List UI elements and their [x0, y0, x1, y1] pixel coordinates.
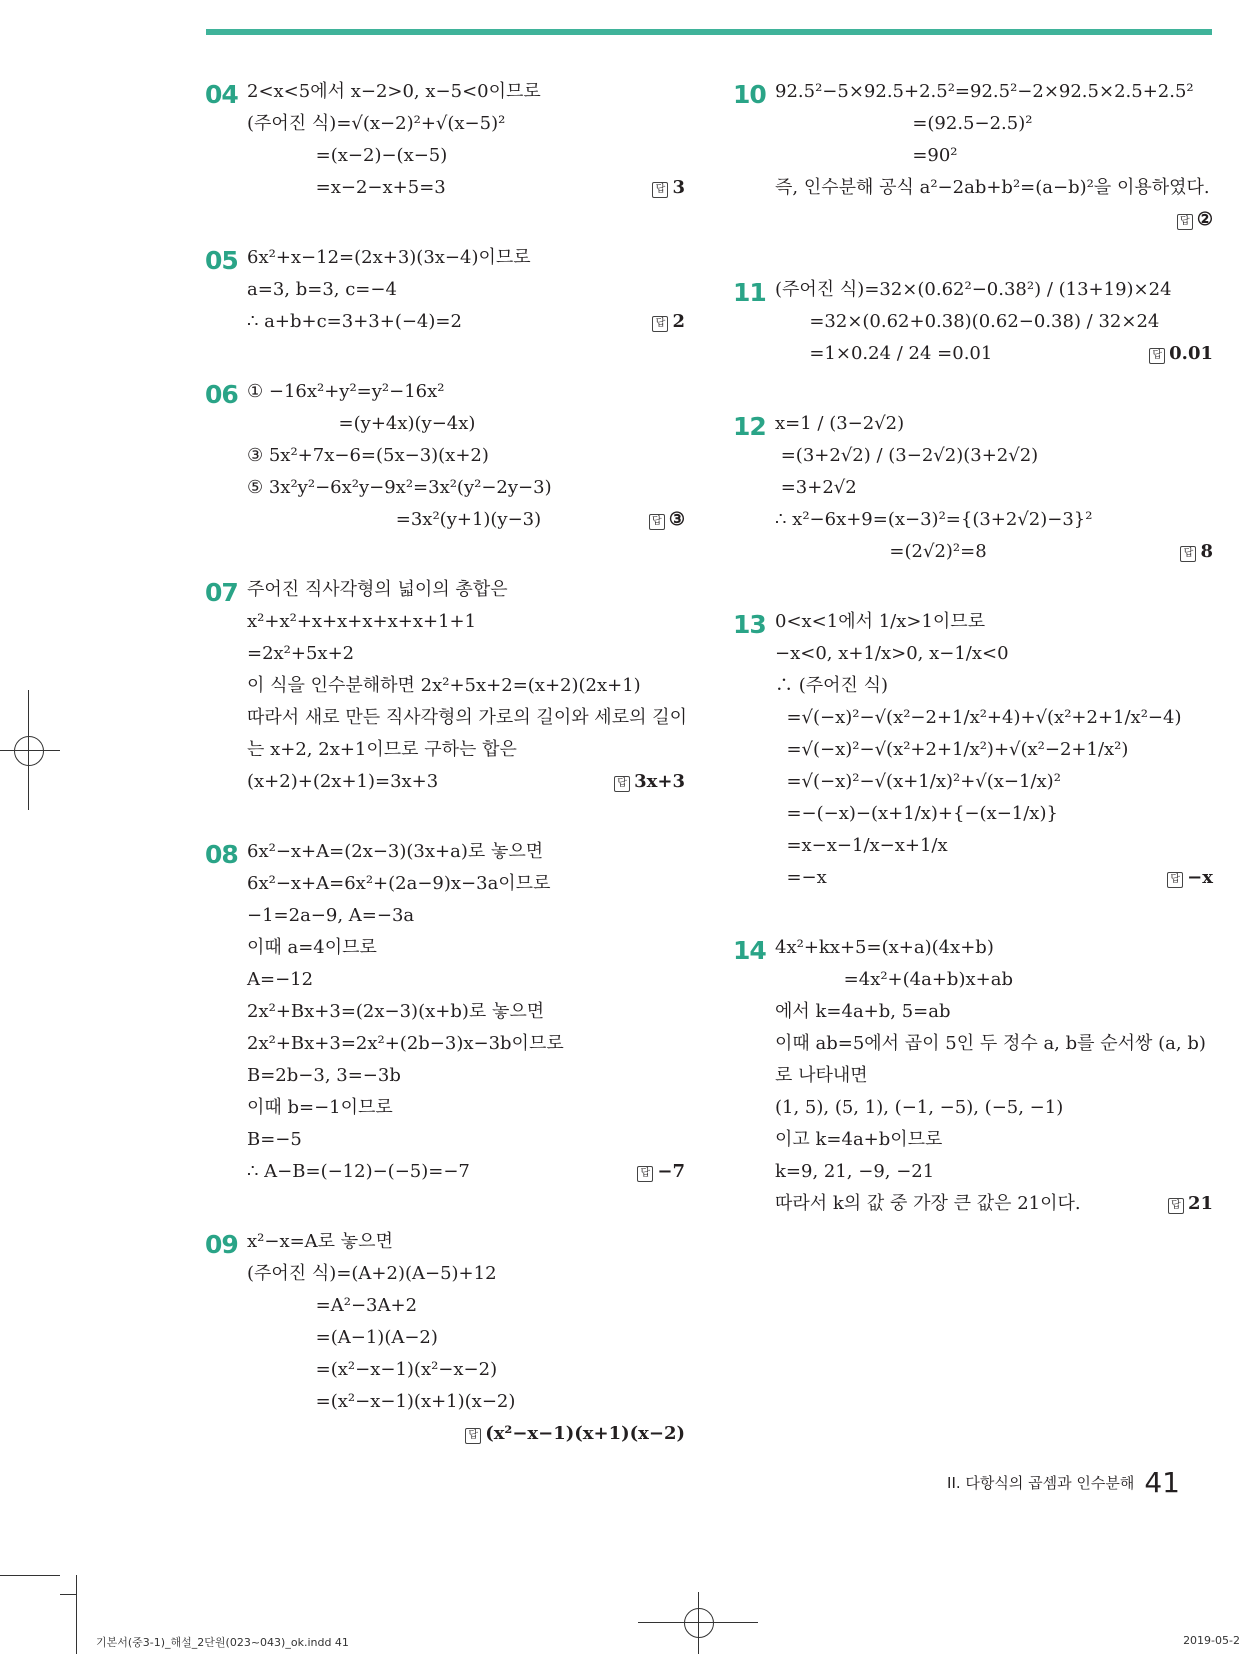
solution-text: B=−5 [247, 1129, 302, 1150]
solution-line [775, 734, 1213, 766]
solution-text: =A²−3A+2 [247, 1295, 418, 1316]
answer-value: −7 [657, 1161, 685, 1182]
solution-line [247, 868, 685, 900]
solution-text: =√(−x)²−√(x²−2+1/x²+4)+√(x²+2+1/x²−4) [775, 707, 1182, 728]
answer-mark-icon: 답 [465, 1428, 481, 1444]
problem-09 [205, 1226, 685, 1450]
solution-text: 6x²−x+A=6x²+(2a−9)x−3a이므로 [247, 873, 551, 894]
solution-text: 주어진 직사각형의 넓이의 총합은 [247, 579, 508, 600]
solution-line [247, 306, 685, 338]
solution-text: ① −16x²+y²=y²−16x² [247, 381, 445, 402]
slug-date: 2019-05-2 [1183, 1634, 1240, 1647]
answer [614, 766, 685, 798]
answer-mark-icon: 답 [1168, 1198, 1184, 1214]
solution-line [247, 76, 685, 108]
solution-line [775, 830, 1213, 862]
solution-text: ⑤ 3x²y²−6x²y−9x²=3x²(y²−2y−3) [247, 477, 552, 498]
problem-number: 08 [205, 840, 238, 869]
problem-08 [205, 836, 685, 1188]
answer-value: 3x+3 [634, 771, 685, 792]
answer [1180, 536, 1213, 568]
solution-line [247, 1418, 685, 1450]
solution-line [775, 204, 1213, 236]
solution-text: =√(−x)²−√(x²+2+1/x²)+√(x²−2+1/x²) [775, 739, 1129, 760]
answer [1168, 1188, 1213, 1220]
solution-line [775, 1188, 1213, 1220]
solution-text: 는 x+2, 2x+1이므로 구하는 합은 [247, 739, 517, 760]
solution-line [775, 638, 1213, 670]
solution-line [247, 376, 685, 408]
solution-line [775, 536, 1213, 568]
solution-text: 로 나타내면 [775, 1065, 868, 1086]
solution-line [775, 408, 1213, 440]
solution-line [775, 1124, 1213, 1156]
solution-line [247, 670, 685, 702]
solution-text: =2x²+5x+2 [247, 643, 355, 664]
solution-line [775, 472, 1213, 504]
solution-line [775, 766, 1213, 798]
crop-mark [76, 1575, 77, 1654]
solution-line [247, 1322, 685, 1354]
solution-text: 이 식을 인수분해하면 2x²+5x+2=(x+2)(2x+1) [247, 675, 641, 696]
answer-value: ② [1196, 209, 1213, 230]
page-footer [947, 1466, 1180, 1499]
solution-line [247, 242, 685, 274]
slug-filename: 기본서(중3-1)_해설_2단원(023~043)_ok.indd 41 [96, 1636, 349, 1649]
solution-line [775, 306, 1213, 338]
solution-line [247, 638, 685, 670]
answer [465, 1418, 685, 1450]
chapter-title: II. 다항식의 곱셈과 인수분해 [947, 1474, 1135, 1492]
answer [1149, 338, 1213, 370]
solution-text: A=−12 [247, 969, 314, 990]
solution-text: ∴ (주어진 식) [775, 675, 889, 696]
answer-mark-icon: 답 [1167, 872, 1183, 888]
problem-10 [733, 76, 1213, 236]
page-number: 41 [1144, 1466, 1180, 1499]
solution-line [247, 1092, 685, 1124]
registration-circle [14, 736, 44, 766]
problem-11 [733, 274, 1213, 370]
solution-text: =(2√2)²=8 [775, 541, 987, 562]
solution-line [247, 1060, 685, 1092]
solution-text: 92.5²−5×92.5+2.5²=92.5²−2×92.5×2.5+2.5² [775, 81, 1194, 102]
solution-text: 4x²+kx+5=(x+a)(4x+b) [775, 937, 994, 958]
solution-text: (1, 5), (5, 1), (−1, −5), (−5, −1) [775, 1097, 1064, 1118]
solution-text: =√(−x)²−√(x+1/x)²+√(x−1/x)² [775, 771, 1061, 792]
solution-text: =4x²+(4a+b)x+ab [775, 969, 1013, 990]
problem-number: 12 [733, 412, 766, 441]
right-column [733, 76, 1213, 1258]
solution-line [247, 1124, 685, 1156]
solution-line [775, 172, 1213, 204]
solution-line [247, 440, 685, 472]
solution-text: 이때 ab=5에서 곱이 5인 두 정수 a, b를 순서쌍 (a, b) [775, 1033, 1206, 1054]
solution-text: =(y+4x)(y−4x) [247, 413, 476, 434]
solution-line [247, 900, 685, 932]
answer-value: 2 [672, 311, 685, 332]
solution-line [247, 472, 685, 504]
solution-line [775, 1092, 1213, 1124]
solution-text: 따라서 k의 값 중 가장 큰 값은 21이다. [775, 1193, 1081, 1214]
answer [1177, 204, 1213, 236]
solution-text: x²+x²+x+x+x+x+x+1+1 [247, 611, 477, 632]
solution-text: =3+2√2 [775, 477, 857, 498]
solution-text: =90² [775, 145, 958, 166]
problem-number: 04 [205, 80, 238, 109]
problem-13 [733, 606, 1213, 894]
answer-value: ③ [668, 509, 685, 530]
solution-line [247, 504, 685, 536]
solution-line [775, 76, 1213, 108]
solution-line [775, 702, 1213, 734]
answer-mark-icon: 답 [1177, 214, 1193, 230]
solution-line [247, 1354, 685, 1386]
solution-text: 이때 a=4이므로 [247, 937, 377, 958]
solution-text: x=1 / (3−2√2) [775, 413, 905, 434]
solution-text: 2x²+Bx+3=2x²+(2b−3)x−3b이므로 [247, 1033, 564, 1054]
solution-line [775, 140, 1213, 172]
solution-line [247, 1258, 685, 1290]
solution-text: =(A−1)(A−2) [247, 1327, 438, 1348]
problem-number: 11 [733, 278, 766, 307]
answer-value: 3 [672, 177, 685, 198]
problem-05 [205, 242, 685, 338]
solution-line [247, 1028, 685, 1060]
answer [652, 172, 685, 204]
solution-text: B=2b−3, 3=−3b [247, 1065, 401, 1086]
answer-value: −x [1187, 867, 1213, 888]
solution-line [775, 996, 1213, 1028]
solution-line [247, 836, 685, 868]
solution-line [247, 1386, 685, 1418]
answer-mark-icon: 답 [652, 316, 668, 332]
problem-number: 06 [205, 380, 238, 409]
problem-04 [205, 76, 685, 204]
solution-line [247, 996, 685, 1028]
answer-mark-icon: 답 [637, 1166, 653, 1182]
solution-text: =(3+2√2) / (3−2√2)(3+2√2) [775, 445, 1039, 466]
solution-text: =(x²−x−1)(x²−x−2) [247, 1359, 498, 1380]
solution-text: ③ 5x²+7x−6=(5x−3)(x+2) [247, 445, 489, 466]
solution-text: =1×0.24 / 24 =0.01 [775, 343, 993, 364]
problem-number: 13 [733, 610, 766, 639]
solution-text: =(x²−x−1)(x+1)(x−2) [247, 1391, 516, 1412]
solution-line [247, 606, 685, 638]
solution-text: 6x²+x−12=(2x+3)(3x−4)이므로 [247, 247, 531, 268]
answer-value: 8 [1200, 541, 1213, 562]
solution-line [775, 108, 1213, 140]
solution-line [247, 1156, 685, 1188]
answer-value: 0.01 [1169, 343, 1213, 364]
solution-line [775, 274, 1213, 306]
solution-line [775, 606, 1213, 638]
solution-line [775, 862, 1213, 894]
solution-line [775, 1028, 1213, 1060]
solution-text: −1=2a−9, A=−3a [247, 905, 415, 926]
solution-text: =32×(0.62+0.38)(0.62−0.38) / 32×24 [775, 311, 1160, 332]
solution-text: 이때 b=−1이므로 [247, 1097, 393, 1118]
registration-circle [684, 1608, 714, 1638]
solution-text: ∴ x²−6x+9=(x−3)²={(3+2√2)−3}² [775, 509, 1093, 530]
answer [652, 306, 685, 338]
solution-line [247, 140, 685, 172]
solution-line [775, 932, 1213, 964]
answer-mark-icon: 답 [1180, 546, 1196, 562]
solution-text: =(92.5−2.5)² [775, 113, 1033, 134]
solution-line [247, 702, 685, 734]
solution-text: =−x [775, 867, 827, 888]
solution-line [775, 1156, 1213, 1188]
solution-line [247, 766, 685, 798]
solution-line [775, 338, 1213, 370]
solution-text: (주어진 식)=(A+2)(A−5)+12 [247, 1263, 497, 1284]
solution-text: (x+2)+(2x+1)=3x+3 [247, 771, 439, 792]
solution-line [775, 670, 1213, 702]
solution-text: 0<x<1에서 1/x>1이므로 [775, 611, 986, 632]
answer-value: 21 [1187, 1193, 1213, 1214]
solution-line [775, 798, 1213, 830]
solution-line [247, 408, 685, 440]
solution-text: 즉, 인수분해 공식 a²−2ab+b²=(a−b)²을 이용하였다. [775, 177, 1210, 198]
solution-text: ∴ A−B=(−12)−(−5)=−7 [247, 1161, 470, 1182]
crop-mark [60, 1594, 76, 1595]
answer [637, 1156, 685, 1188]
solution-text: (주어진 식)=32×(0.62²−0.38²) / (13+19)×24 [775, 279, 1172, 300]
crop-mark [0, 1575, 60, 1576]
solution-line [247, 172, 685, 204]
solution-text: 2<x<5에서 x−2>0, x−5<0이므로 [247, 81, 541, 102]
problem-07 [205, 574, 685, 798]
solution-line [247, 932, 685, 964]
problem-14 [733, 932, 1213, 1220]
solution-text: =x−2−x+5=3 [247, 177, 446, 198]
solution-text: a=3, b=3, c=−4 [247, 279, 397, 300]
solution-text: (주어진 식)=√(x−2)²+√(x−5)² [247, 113, 506, 134]
answer [649, 504, 685, 536]
solution-text: ∴ a+b+c=3+3+(−4)=2 [247, 311, 462, 332]
solution-line [775, 440, 1213, 472]
answer-mark-icon: 답 [652, 182, 668, 198]
problem-number: 07 [205, 578, 238, 607]
solution-line [247, 1290, 685, 1322]
left-column [205, 76, 685, 1488]
answer-value: (x²−x−1)(x+1)(x−2) [485, 1423, 685, 1444]
answer-mark-icon: 답 [1149, 348, 1165, 364]
solution-text: =(x−2)−(x−5) [247, 145, 448, 166]
problem-number: 14 [733, 936, 766, 965]
problem-number: 05 [205, 246, 238, 275]
solution-line [775, 1060, 1213, 1092]
solution-line [247, 274, 685, 306]
answer-mark-icon: 답 [614, 776, 630, 792]
solution-text: 2x²+Bx+3=(2x−3)(x+b)로 놓으면 [247, 1001, 545, 1022]
solution-text: x²−x=A로 놓으면 [247, 1231, 393, 1252]
problem-06 [205, 376, 685, 536]
problem-12 [733, 408, 1213, 568]
solution-line [775, 504, 1213, 536]
solution-text: =−(−x)−(x+1/x)+{−(x−1/x)} [775, 803, 1058, 824]
solution-line [247, 734, 685, 766]
solution-line [247, 574, 685, 606]
solution-text: 에서 k=4a+b, 5=ab [775, 1001, 951, 1022]
solution-text: 이고 k=4a+b이므로 [775, 1129, 943, 1150]
problem-number: 10 [733, 80, 766, 109]
answer [1167, 862, 1213, 894]
solution-text: k=9, 21, −9, −21 [775, 1161, 935, 1182]
solution-text: =3x²(y+1)(y−3) [247, 509, 542, 530]
solution-text: 6x²−x+A=(2x−3)(3x+a)로 놓으면 [247, 841, 544, 862]
solution-text: =x−x−1/x−x+1/x [775, 835, 948, 856]
solution-line [247, 1226, 685, 1258]
solution-text: 따라서 새로 만든 직사각형의 가로의 길이와 세로의 길이 [247, 707, 687, 728]
header-accent-bar [206, 29, 1212, 35]
solution-line [775, 964, 1213, 996]
solution-line [247, 108, 685, 140]
problem-number: 09 [205, 1230, 238, 1259]
solution-text: −x<0, x+1/x>0, x−1/x<0 [775, 643, 1009, 664]
solution-line [247, 964, 685, 996]
answer-mark-icon: 답 [649, 514, 665, 530]
